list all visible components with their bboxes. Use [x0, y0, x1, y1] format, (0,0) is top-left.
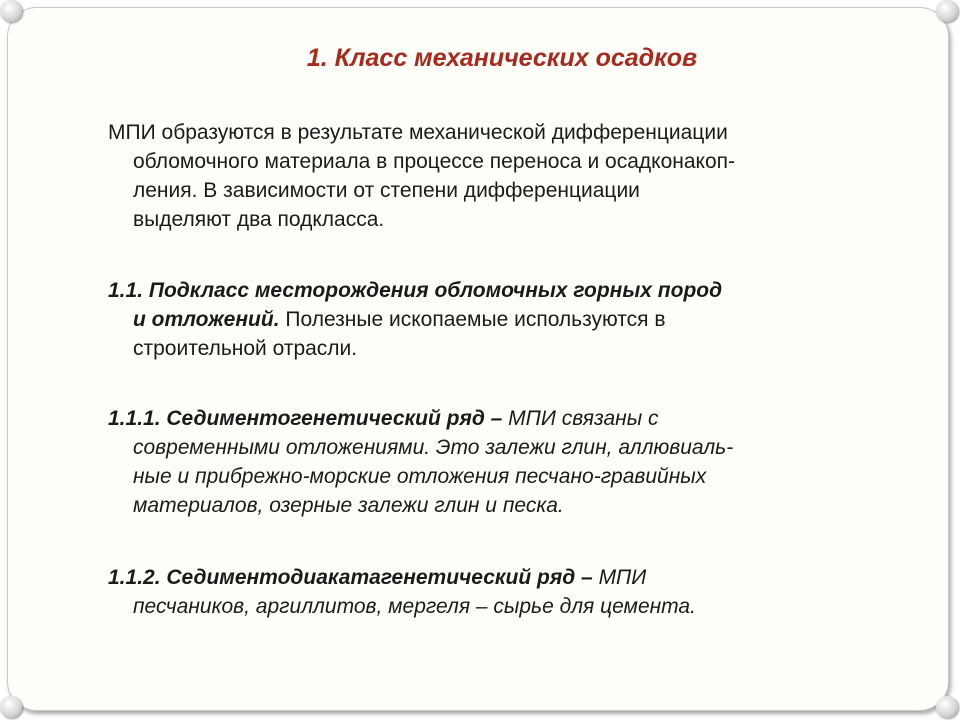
corner-knob-bottom-right: [936, 696, 958, 718]
slide-title: 1. Класс механических осадков: [306, 44, 698, 72]
intro-line: выделяют два подкласса.: [133, 208, 385, 231]
intro-line: обломочного материала в процессе переноса и осадконакоп-: [133, 150, 736, 173]
subclass-1-1-heading: 1.1. Подкласс месторождения обломочных горных пород: [108, 279, 723, 302]
series-1-1-1-paragraph: [108, 404, 908, 520]
intro-line: ления. В зависимости от степени дифференциации: [133, 179, 640, 202]
series-1-1-2-line: песчаников, аргиллитов, мергеля – сырье для цемента.: [133, 595, 696, 618]
series-1-1-1-line: современными отложениями. Это залежи глин, аллювиаль-: [133, 436, 734, 459]
subclass-1-1-line: [108, 305, 908, 334]
subclass-1-1-heading-continued: и отложений.: [133, 308, 280, 331]
series-1-1-1-line: ные и прибрежно-морские отложения песчано-гравийных: [133, 465, 707, 488]
series-1-1-1-text: МПИ связаны с: [502, 407, 659, 430]
corner-knob-bottom-left: [0, 696, 22, 718]
subclass-1-1-paragraph: [108, 276, 908, 363]
series-1-1-2-text: МПИ: [592, 566, 647, 589]
series-1-1-2-paragraph: [108, 563, 908, 621]
corner-knob-top-left: [0, 0, 22, 22]
intro-line: МПИ образуются в результате механической дифференциации: [108, 121, 728, 144]
series-1-1-2-first-line: [108, 563, 908, 592]
series-1-1-1-line: материалов, озерные залежи глин и песка.: [133, 494, 564, 517]
series-1-1-1-first-line: [108, 404, 908, 433]
series-1-1-2-heading: 1.1.2. Седиментодиакатагенетический ряд –: [108, 566, 593, 589]
subclass-1-1-text: Полезные ископаемые используются в: [279, 308, 666, 331]
series-1-1-1-heading: 1.1.1. Седиментогенетический ряд –: [108, 407, 503, 430]
subclass-1-1-text-line: строительной отрасли.: [133, 337, 358, 360]
corner-knob-top-right: [936, 0, 958, 22]
intro-paragraph: [108, 118, 908, 234]
